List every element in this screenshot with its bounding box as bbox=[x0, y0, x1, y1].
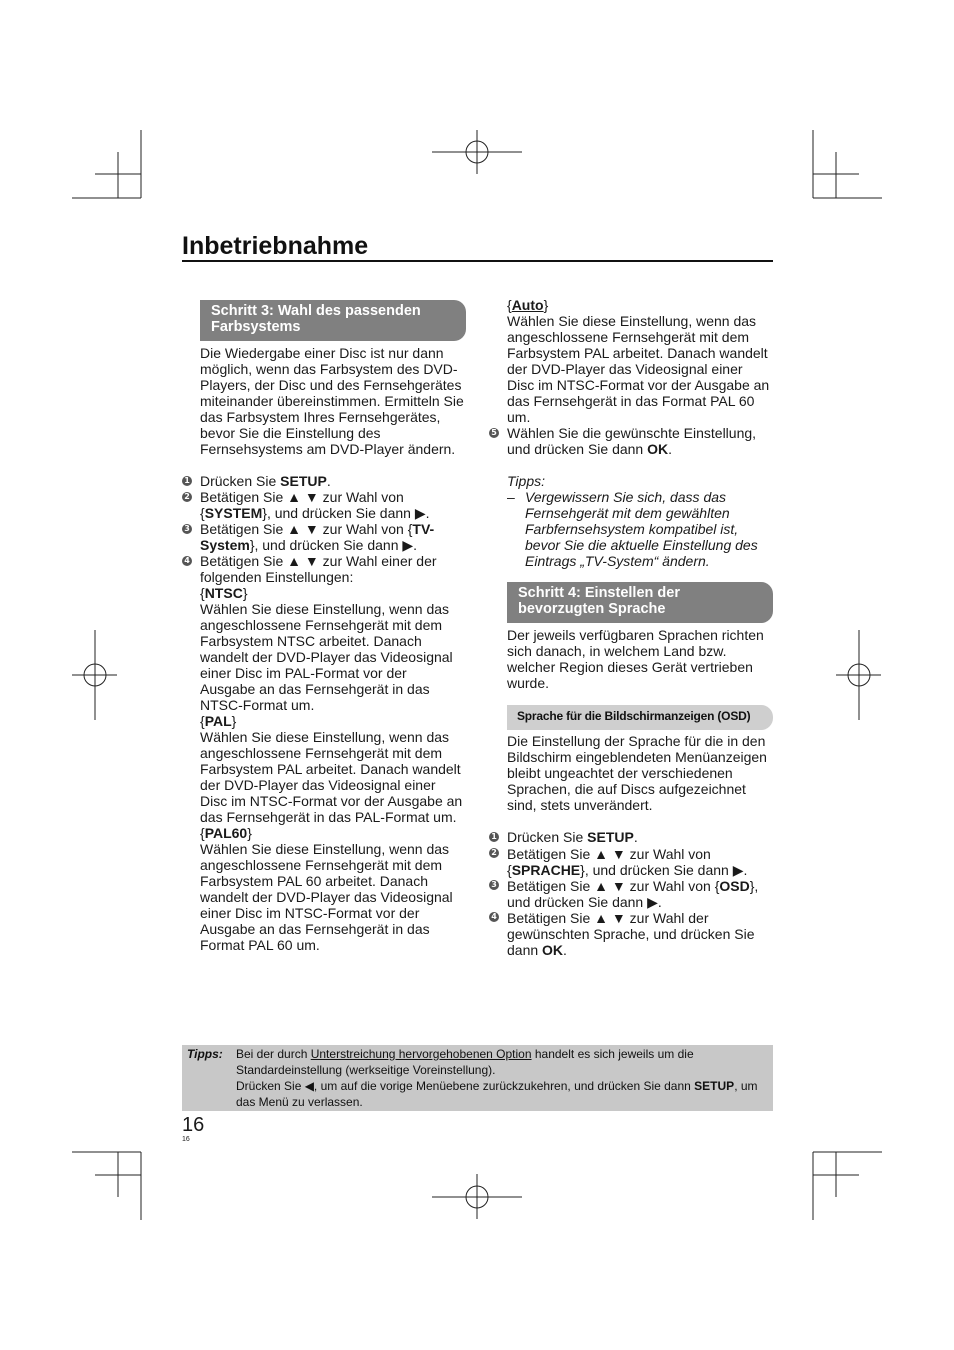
auto-option bbox=[507, 297, 772, 425]
osd-heading bbox=[507, 705, 773, 730]
setup-key: SETUP bbox=[587, 829, 634, 845]
osd-heading-text: Sprache für die Bildschirmanzeigen (OSD) bbox=[517, 709, 751, 723]
osd-intro bbox=[507, 733, 767, 813]
step-number-4: 4 bbox=[489, 912, 499, 922]
step3-tipps-text: Vergewissern Sie sich, dass das Fernsehgerät mit dem gewählten Farbfernsehsystem kompatibel ist, bevor Sie die aktuelle Einstellung des Eintrags „TV-System“ ändern. bbox=[525, 489, 758, 569]
step3-item-5: Wählen Sie die gewünschte Einstellung, und drücken Sie dann OK. bbox=[507, 425, 757, 457]
step4-heading-text: Schritt 4: Einstellen der bevorzugten Sprache bbox=[518, 585, 680, 617]
step-number-1: 1 bbox=[182, 476, 192, 486]
pal-label: {PAL} bbox=[200, 713, 237, 729]
step-number-2: 2 bbox=[182, 492, 192, 502]
page-number-small: 16 bbox=[182, 1136, 190, 1143]
step4-item-2: Betätigen Sie ▲ ▼ zur Wahl von {SPRACHE}, und drücken Sie dann ▶. bbox=[507, 846, 748, 878]
osd-intro-text: Die Einstellung der Sprache für die in den Bildschirm eingeblendeten Menüanzeigen bleibt ungeachtet der verschiedenen Sprachen, die auf Discs aufgezeichnet sind, stets unverändert. bbox=[507, 733, 767, 813]
auto-label: {Auto} bbox=[507, 297, 549, 313]
step4-heading bbox=[507, 582, 773, 623]
osd-option: OSD bbox=[719, 878, 750, 894]
auto-text: Wählen Sie diese Einstellung, wenn das angeschlossene Fernsehgerät mit dem Farbsystem PAL arbeitet. Danach wandelt der DVD-Player das Videosignal einer Disc im NTSC-Format vor der Ausgabe an das Fernsehgerät in das Format PAL 60 um. bbox=[507, 313, 770, 425]
sprache-option: SPRACHE bbox=[511, 862, 581, 878]
step3-intro-text: Die Wiedergabe einer Disc ist nur dann möglich, wenn das Farbsystem des DVD-Players, der Disc und des Fernsehgerätes miteinander übereinstimmen. Ermitteln Sie das Farbsystem Ihres Fernsehgerätes, bevor Sie die Einstellung des Fernsehsystems am DVD-Player ändern. bbox=[200, 345, 464, 457]
step4-item-1: Drücken Sie SETUP. bbox=[507, 829, 638, 845]
step3-item-4-text: Betätigen Sie ▲ ▼ zur Wahl einer der folgenden Einstellungen: bbox=[200, 553, 437, 585]
pal60-label: {PAL60} bbox=[200, 825, 252, 841]
tv-system-option: TV-System bbox=[200, 521, 435, 553]
step-number-3: 3 bbox=[182, 524, 192, 534]
ntsc-label: {NTSC} bbox=[200, 585, 248, 601]
step-number-5: 5 bbox=[489, 428, 499, 438]
step3-tipps-dash: – bbox=[507, 489, 515, 505]
step3-item-1: Drücken Sie SETUP. bbox=[200, 473, 331, 489]
page-number: 16 bbox=[182, 1114, 205, 1136]
underline-example: Unterstreichung hervorgehobenen Option bbox=[310, 1047, 532, 1061]
step-number-2: 2 bbox=[489, 848, 499, 858]
tips-text: Bei der durch Unterstreichung hervorgehobenen Option handelt es sich jeweils um die Standardeinstellung (werkseitige Voreinstellung). Drücken Sie ◀, um auf die vorige Menüebene zurückzukehren, und drücken Sie dann SETUP, um das Menü zu verlassen. bbox=[236, 1047, 758, 1109]
step4-intro-text: Der jeweils verfügbaren Sprachen richten sich danach, in welchem Land bzw. welcher Region dieses Gerät vertrieben wurde. bbox=[507, 627, 764, 691]
ntsc-text: Wählen Sie diese Einstellung, wenn das angeschlossene Fernsehgerät mit dem Farbsystem NTSC arbeitet. Danach wandelt der DVD-Player das Videosignal einer Disc im PAL-Format vor der Ausgabe an das Fernsehgerät in das NTSC-Format um. bbox=[200, 601, 453, 713]
system-option: SYSTEM bbox=[204, 505, 263, 521]
tips-box bbox=[182, 1045, 773, 1111]
pal60-text: Wählen Sie diese Einstellung, wenn das angeschlossene Fernsehgerät mit dem Farbsystem PAL 60 arbeitet. Danach wandelt der DVD-Player das Videosignal einer Disc im NTSC-Format vor der Ausgabe an das Fernsehgerät in das Format PAL 60 um. bbox=[200, 841, 453, 953]
ok-key: OK bbox=[542, 942, 564, 958]
step3-tipps-label: Tipps: bbox=[507, 473, 546, 489]
page-title: Inbetriebnahme bbox=[182, 232, 369, 260]
step-number-1: 1 bbox=[489, 832, 499, 842]
step3-heading bbox=[200, 300, 466, 341]
tips-label: Tipps: bbox=[187, 1047, 223, 1061]
step-number-4: 4 bbox=[182, 556, 192, 566]
title-rule bbox=[182, 260, 773, 262]
step3-item-4 bbox=[200, 553, 465, 953]
step3-intro bbox=[200, 345, 465, 457]
step4-item-4: Betätigen Sie ▲ ▼ zur Wahl der gewünschten Sprache, und drücken Sie dann OK. bbox=[507, 910, 755, 958]
step4-item-3: Betätigen Sie ▲ ▼ zur Wahl von {OSD}, und drücken Sie dann ▶. bbox=[507, 878, 759, 910]
step3-item-2: Betätigen Sie ▲ ▼ zur Wahl von {SYSTEM}, und drücken Sie dann ▶. bbox=[200, 489, 430, 521]
step-number-3: 3 bbox=[489, 880, 499, 890]
step3-item-3: Betätigen Sie ▲ ▼ zur Wahl von {TV-System}, und drücken Sie dann ▶. bbox=[200, 521, 435, 553]
step3-heading-text: Schritt 3: Wahl des passenden Farbsystems bbox=[211, 303, 421, 335]
step4-intro bbox=[507, 627, 773, 691]
setup-key: SETUP bbox=[694, 1079, 735, 1093]
pal-text: Wählen Sie diese Einstellung, wenn das angeschlossene Fernsehgerät mit dem Farbsystem PAL arbeitet. Danach wandelt der DVD-Player das Videosignal einer Disc im NTSC-Format vor der Ausgabe an das Fernsehgerät in das PAL-Format um. bbox=[200, 729, 463, 825]
ok-key: OK bbox=[647, 441, 669, 457]
setup-key: SETUP bbox=[280, 473, 327, 489]
